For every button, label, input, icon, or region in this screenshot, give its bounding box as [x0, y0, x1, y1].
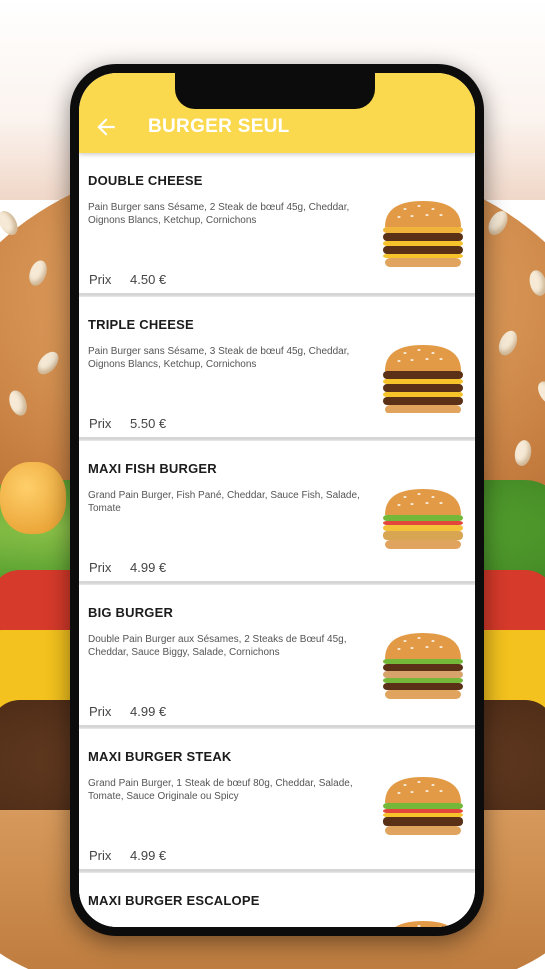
price-label: Prix: [89, 704, 112, 719]
menu-item-card[interactable]: [79, 729, 475, 870]
menu-item-card[interactable]: [79, 297, 475, 438]
menu-item-card[interactable]: [79, 585, 475, 726]
triple-cheeseburger-image: [375, 341, 471, 413]
menu-item-price: 4.99 €: [130, 560, 167, 575]
menu-list[interactable]: [79, 153, 475, 927]
menu-item-price: 4.99 €: [130, 848, 167, 863]
page-title: BURGER SEUL: [148, 116, 290, 137]
menu-item-description: Grand Pain Burger, 1 Steak de bœuf 80g, Cheddar, Salade, Tomate, Sauce Originale ou Spicy: [88, 778, 353, 802]
fish-burger-image: [375, 485, 471, 557]
phone-screen: [79, 73, 475, 927]
price-label: Prix: [89, 416, 112, 431]
menu-item-name: TRIPLE CHEESE: [88, 317, 194, 332]
price-label: Prix: [89, 848, 112, 863]
menu-item-name: MAXI BURGER STEAK: [88, 749, 232, 764]
menu-item-description: Pain Burger sans Sésame, 2 Steak de bœuf 45g, Cheddar, Oignons Blancs, Ketchup, Cornichons: [88, 202, 350, 226]
menu-item-name: BIG BURGER: [88, 605, 174, 620]
menu-item-card[interactable]: [79, 873, 475, 927]
menu-item-card[interactable]: [79, 441, 475, 582]
price-label: Prix: [89, 272, 112, 287]
phone-frame: [70, 64, 484, 936]
menu-item-name: MAXI FISH BURGER: [88, 461, 217, 476]
menu-item-description: Double Pain Burger aux Sésames, 2 Steaks de Bœuf 45g, Cheddar, Sauce Biggy, Salade, Cornichons: [88, 634, 347, 658]
big-burger-image: [375, 629, 471, 701]
menu-item-price: 4.99 €: [130, 704, 167, 719]
menu-item-name: MAXI BURGER ESCALOPE: [88, 893, 260, 908]
steak-burger-image: [375, 773, 471, 845]
double-cheeseburger-image: [375, 197, 471, 269]
menu-item-price: 5.50 €: [130, 416, 167, 431]
menu-item-card[interactable]: [79, 153, 475, 294]
price-label: Prix: [89, 560, 112, 575]
escalope-burger-image: [375, 917, 471, 927]
menu-item-description: Grand Pain Burger, Fish Pané, Cheddar, Sauce Fish, Salade, Tomate: [88, 490, 360, 514]
menu-item-name: DOUBLE CHEESE: [88, 173, 203, 188]
phone-notch: [175, 73, 375, 109]
menu-item-price: 4.50 €: [130, 272, 167, 287]
arrow-left-icon[interactable]: [93, 114, 119, 140]
background-corn: [0, 462, 66, 534]
menu-item-description: Pain Burger sans Sésame, 3 Steak de bœuf 45g, Cheddar, Oignons Blancs, Ketchup, Cornichons: [88, 346, 350, 370]
